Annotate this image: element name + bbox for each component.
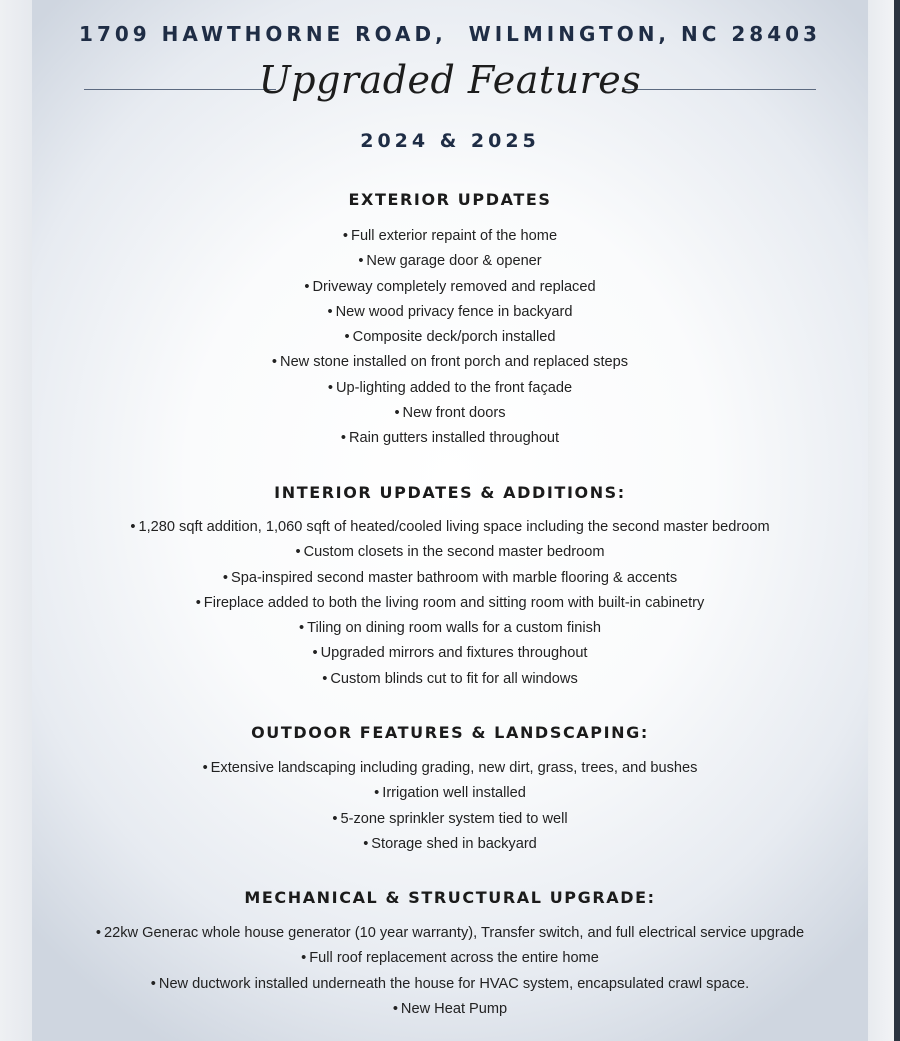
- bullet-icon: •: [344, 329, 350, 346]
- list-item: • Full exterior repaint of the home: [342, 228, 558, 244]
- bullet-icon: •: [358, 253, 364, 270]
- bullet-icon: •: [322, 670, 328, 687]
- bullet-icon: •: [130, 519, 136, 535]
- right-border-stripe: [894, 0, 900, 1041]
- bullet-icon: •: [271, 354, 278, 371]
- bullet-icon: •: [301, 950, 307, 967]
- bullet-icon: •: [394, 405, 400, 422]
- list-item: • New front doors: [394, 405, 506, 422]
- bullet-icon: •: [195, 594, 201, 611]
- section-title-outdoor: OUTDOOR FEATURES & LANDSCAPING:: [251, 723, 649, 742]
- list-item: • Custom blinds cut to fit for all windows: [322, 670, 578, 687]
- bullet-icon: •: [342, 228, 349, 244]
- section-title-exterior: EXTERIOR UPDATES: [348, 190, 552, 209]
- bullet-icon: •: [150, 975, 156, 992]
- bullet-icon: •: [392, 1000, 398, 1017]
- bullet-icon: •: [332, 810, 338, 827]
- bullet-icon: •: [374, 785, 380, 802]
- list-item: • 5-zone sprinkler system tied to well: [332, 810, 568, 827]
- left-margin: [0, 0, 32, 1041]
- right-margin: [868, 0, 900, 1041]
- bullet-icon: •: [327, 379, 333, 396]
- list-item: • New Heat Pump: [392, 1000, 508, 1017]
- bullet-icon: •: [340, 430, 346, 447]
- bullet-icon: •: [304, 278, 310, 295]
- bullet-icon: •: [95, 925, 102, 941]
- bullet-icon: •: [298, 620, 305, 637]
- bullet-icon: •: [222, 569, 228, 586]
- list-item: • Fireplace added to both the living room and sitting room with built-in cabinetry: [195, 594, 705, 611]
- list-item: • New garage door & opener: [358, 253, 542, 270]
- years-subtitle: 2024 & 2025: [360, 130, 540, 152]
- mechanical-upgrades-list: [32, 921, 868, 1022]
- list-item: • Spa-inspired second master bathroom with marble flooring & accents: [222, 569, 678, 586]
- interior-updates-list: [32, 515, 868, 692]
- list-item: • 1,280 sqft addition, 1,060 sqft of heated/cooled living space including the second master bedroom: [130, 519, 770, 535]
- exterior-updates-list: [32, 224, 868, 452]
- list-item: • Storage shed in backyard: [363, 835, 537, 852]
- section-title-interior: INTERIOR UPDATES & ADDITIONS:: [274, 483, 626, 502]
- list-item: • Up-lighting added to the front façade: [327, 379, 573, 396]
- list-item: • New stone installed on front porch and replaced steps: [271, 354, 629, 371]
- list-item: • New ductwork installed underneath the house for HVAC system, encapsulated crawl space.: [150, 975, 750, 992]
- bullet-icon: •: [202, 760, 208, 776]
- list-item: • Full roof replacement across the entire home: [301, 950, 599, 967]
- list-item: • Irrigation well installed: [374, 785, 526, 802]
- bullet-icon: •: [312, 645, 318, 662]
- list-item: • 22kw Generac whole house generator (10 year warranty), Transfer switch, and full electrical service upgrade: [95, 925, 805, 941]
- bullet-icon: •: [363, 835, 369, 852]
- flyer-title: Upgraded Features: [258, 58, 642, 102]
- list-item: • Custom closets in the second master bedroom: [295, 544, 605, 561]
- list-item: • New wood privacy fence in backyard: [327, 303, 573, 320]
- list-item: • Composite deck/porch installed: [344, 329, 556, 346]
- flyer-page: [32, 0, 868, 1041]
- bullet-icon: •: [295, 544, 301, 561]
- list-item: • Tiling on dining room walls for a custom finish: [298, 620, 601, 637]
- list-item: • Upgraded mirrors and fixtures throughout: [312, 645, 588, 662]
- outdoor-features-list: [32, 756, 868, 857]
- bullet-icon: •: [327, 303, 333, 320]
- property-address: 1709 HAWTHORNE ROAD, WILMINGTON, NC 28403: [79, 22, 821, 46]
- list-item: • Rain gutters installed throughout: [340, 430, 560, 447]
- list-item: • Extensive landscaping including grading, new dirt, grass, trees, and bushes: [202, 760, 698, 776]
- list-item: • Driveway completely removed and replaced: [304, 278, 596, 295]
- section-title-mechanical: MECHANICAL & STRUCTURAL UPGRADE:: [244, 888, 656, 907]
